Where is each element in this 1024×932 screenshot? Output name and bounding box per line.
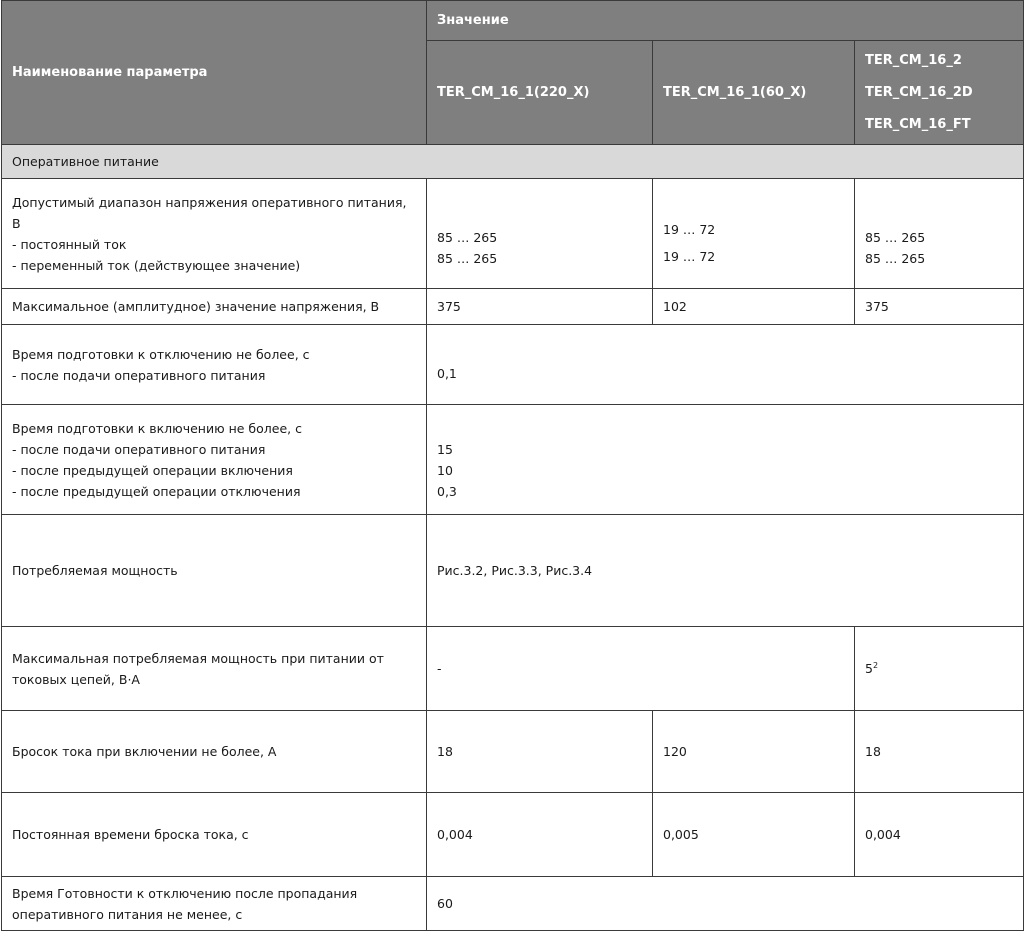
value-cell: 18 xyxy=(427,711,653,793)
value-cell: Рис.3.2, Рис.3.3, Рис.3.4 xyxy=(427,515,1024,627)
value-cell: - xyxy=(427,627,855,711)
header-value: Значение xyxy=(427,1,1024,41)
header-col-1: TER_CM_16_1(220_X) xyxy=(427,41,653,145)
param-name: Постоянная времени броска тока, с xyxy=(2,793,427,877)
table-row xyxy=(2,515,1024,627)
param-name: Бросок тока при включении не более, А xyxy=(2,711,427,793)
header-col-3: TER_CM_16_2 TER_CM_16_2D TER_CM_16_FT xyxy=(855,41,1024,145)
section-title: Оперативное питание xyxy=(2,145,1024,179)
value-cell: 0,004 xyxy=(427,793,653,877)
table-row xyxy=(2,627,1024,711)
param-name: Потребляемая мощность xyxy=(2,515,427,627)
param-name: Максимальная потребляемая мощность при питании от токовых цепей, В·А xyxy=(2,627,427,711)
value-cell: 0,005 xyxy=(653,793,855,877)
table-row xyxy=(2,405,1024,515)
table-row xyxy=(2,179,1024,289)
value-cell: 120 xyxy=(653,711,855,793)
value-cell: 0,004 xyxy=(855,793,1024,877)
value-cell: 85 … 265 85 … 265 xyxy=(855,179,1024,289)
value-cell: 60 xyxy=(427,877,1024,931)
value-cell: 18 xyxy=(855,711,1024,793)
param-name: Время подготовки к включению не более, с - после подачи оперативного питания - после предыдущей операции включения - после предыдущей операции отключения xyxy=(2,405,427,515)
value-cell: 0,1 xyxy=(427,325,1024,405)
table-row xyxy=(2,289,1024,325)
value-cell: 15 10 0,3 xyxy=(427,405,1024,515)
value-cell: 375 xyxy=(427,289,653,325)
table-row xyxy=(2,877,1024,931)
footnote-mark: 2 xyxy=(872,660,879,670)
value-cell: 85 … 265 85 … 265 xyxy=(427,179,653,289)
header-col-2: TER_CM_16_1(60_X) xyxy=(653,41,855,145)
param-name: Допустимый диапазон напряжения оперативного питания, В - постоянный ток - переменный ток (действующее значение) xyxy=(2,179,427,289)
value-cell: $5^2$ xyxy=(855,627,1024,711)
table-row xyxy=(2,325,1024,405)
param-name: Время подготовки к отключению не более, с - после подачи оперативного питания xyxy=(2,325,427,405)
param-name: Максимальное (амплитудное) значение напряжения, В xyxy=(2,289,427,325)
value-cell: 375 xyxy=(855,289,1024,325)
table-row xyxy=(2,711,1024,793)
param-name: Время Готовности к отключению после пропадания оперативного питания не менее, с xyxy=(2,877,427,931)
header-param-name: Наименование параметра xyxy=(2,1,427,145)
table-row xyxy=(2,793,1024,877)
value-cell: 102 xyxy=(653,289,855,325)
parameters-table xyxy=(1,0,1024,931)
value-cell: 19 … 72 19 … 72 xyxy=(653,179,855,289)
